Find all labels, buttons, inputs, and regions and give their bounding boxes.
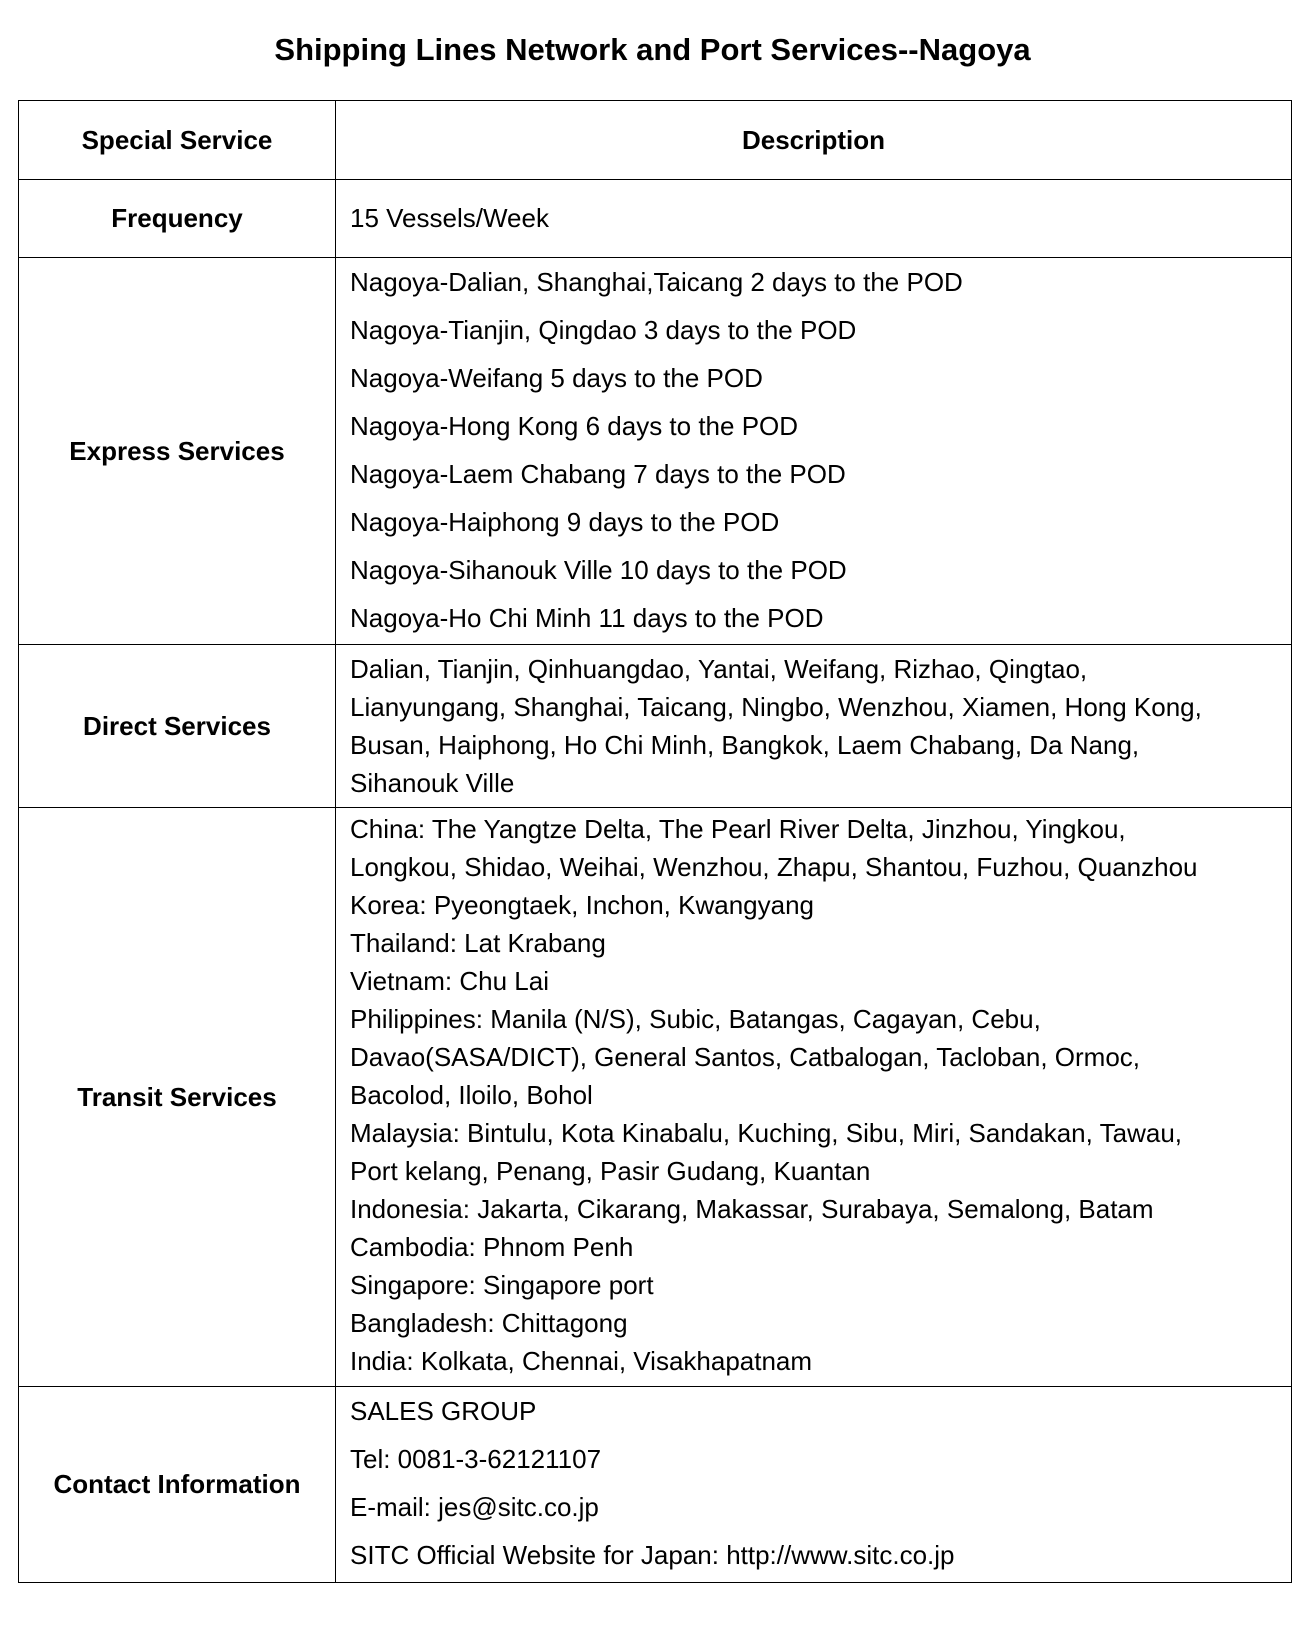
express-line: Nagoya-Tianjin, Qingdao 3 days to the POD	[350, 315, 857, 345]
contact-row	[19, 1387, 1292, 1583]
contact-phone: Tel: 0081-3-62121107	[350, 1444, 602, 1474]
contact-email: E-mail: jes@sitc.co.jp	[350, 1492, 599, 1522]
transit-line: Bangladesh: Chittagong	[350, 1308, 628, 1338]
transit-line: Philippines: Manila (N/S), Subic, Batangas, Cagayan, Cebu,	[350, 1004, 1041, 1034]
transit-line: Singapore: Singapore port	[350, 1270, 654, 1300]
frequency-value: 15 Vessels/Week	[336, 180, 1292, 258]
express-row	[19, 258, 1292, 645]
express-line: Nagoya-Laem Chabang 7 days to the POD	[350, 459, 846, 489]
direct-line: Dalian, Tianjin, Qinhuangdao, Yantai, Weifang, Rizhao, Qingtao,	[350, 654, 1088, 684]
frequency-label: Frequency	[19, 180, 336, 258]
transit-line: India: Kolkata, Chennai, Visakhapatnam	[350, 1346, 813, 1376]
page-title: Shipping Lines Network and Port Services--Nagoya	[274, 32, 1031, 67]
transit-line: Korea: Pyeongtaek, Inchon, Kwangyang	[350, 890, 814, 920]
header-special-service: Special Service	[19, 101, 336, 180]
direct-line: Lianyungang, Shanghai, Taicang, Ningbo, Wenzhou, Xiamen, Hong Kong,	[350, 692, 1202, 722]
services-table	[18, 100, 1292, 1583]
header-row	[19, 101, 1292, 180]
transit-line: China: The Yangtze Delta, The Pearl River Delta, Jinzhou, Yingkou,	[350, 814, 1126, 844]
contact-sales-group: SALES GROUP	[350, 1396, 537, 1426]
transit-line: Bacolod, Iloilo, Bohol	[350, 1080, 593, 1110]
transit-line: Indonesia: Jakarta, Cikarang, Makassar, Surabaya, Semalong, Batam	[350, 1194, 1154, 1224]
express-line: Nagoya-Sihanouk Ville 10 days to the POD	[350, 555, 847, 585]
express-line: Nagoya-Weifang 5 days to the POD	[350, 363, 763, 393]
express-line: Nagoya-Dalian, Shanghai,Taicang 2 days to the POD	[350, 267, 963, 297]
direct-line: Busan, Haiphong, Ho Chi Minh, Bangkok, Laem Chabang, Da Nang,	[350, 730, 1140, 760]
contact-website: SITC Official Website for Japan: http://www.sitc.co.jp	[350, 1540, 955, 1570]
direct-label: Direct Services	[19, 645, 336, 808]
transit-description	[336, 808, 1292, 1387]
transit-line: Cambodia: Phnom Penh	[350, 1232, 634, 1262]
transit-line: Davao(SASA/DICT), General Santos, Catbalogan, Tacloban, Ormoc,	[350, 1042, 1141, 1072]
direct-line: Sihanouk Ville	[350, 768, 515, 798]
frequency-row	[19, 180, 1292, 258]
express-line: Nagoya-Ho Chi Minh 11 days to the POD	[350, 603, 824, 633]
express-label: Express Services	[19, 258, 336, 645]
transit-row	[19, 808, 1292, 1387]
express-line: Nagoya-Haiphong 9 days to the POD	[350, 507, 780, 537]
transit-line: Port kelang, Penang, Pasir Gudang, Kuantan	[350, 1156, 871, 1186]
transit-line: Thailand: Lat Krabang	[350, 928, 606, 958]
express-description	[336, 258, 1292, 645]
direct-row	[19, 645, 1292, 808]
contact-label: Contact Information	[19, 1387, 336, 1583]
transit-line: Malaysia: Bintulu, Kota Kinabalu, Kuching, Sibu, Miri, Sandakan, Tawau,	[350, 1118, 1182, 1148]
transit-line: Vietnam: Chu Lai	[350, 966, 549, 996]
transit-line: Longkou, Shidao, Weihai, Wenzhou, Zhapu, Shantou, Fuzhou, Quanzhou	[350, 852, 1198, 882]
transit-label: Transit Services	[19, 808, 336, 1387]
contact-description	[336, 1387, 1292, 1583]
express-line: Nagoya-Hong Kong 6 days to the POD	[350, 411, 799, 441]
direct-description	[336, 645, 1292, 808]
header-description: Description	[336, 101, 1292, 180]
